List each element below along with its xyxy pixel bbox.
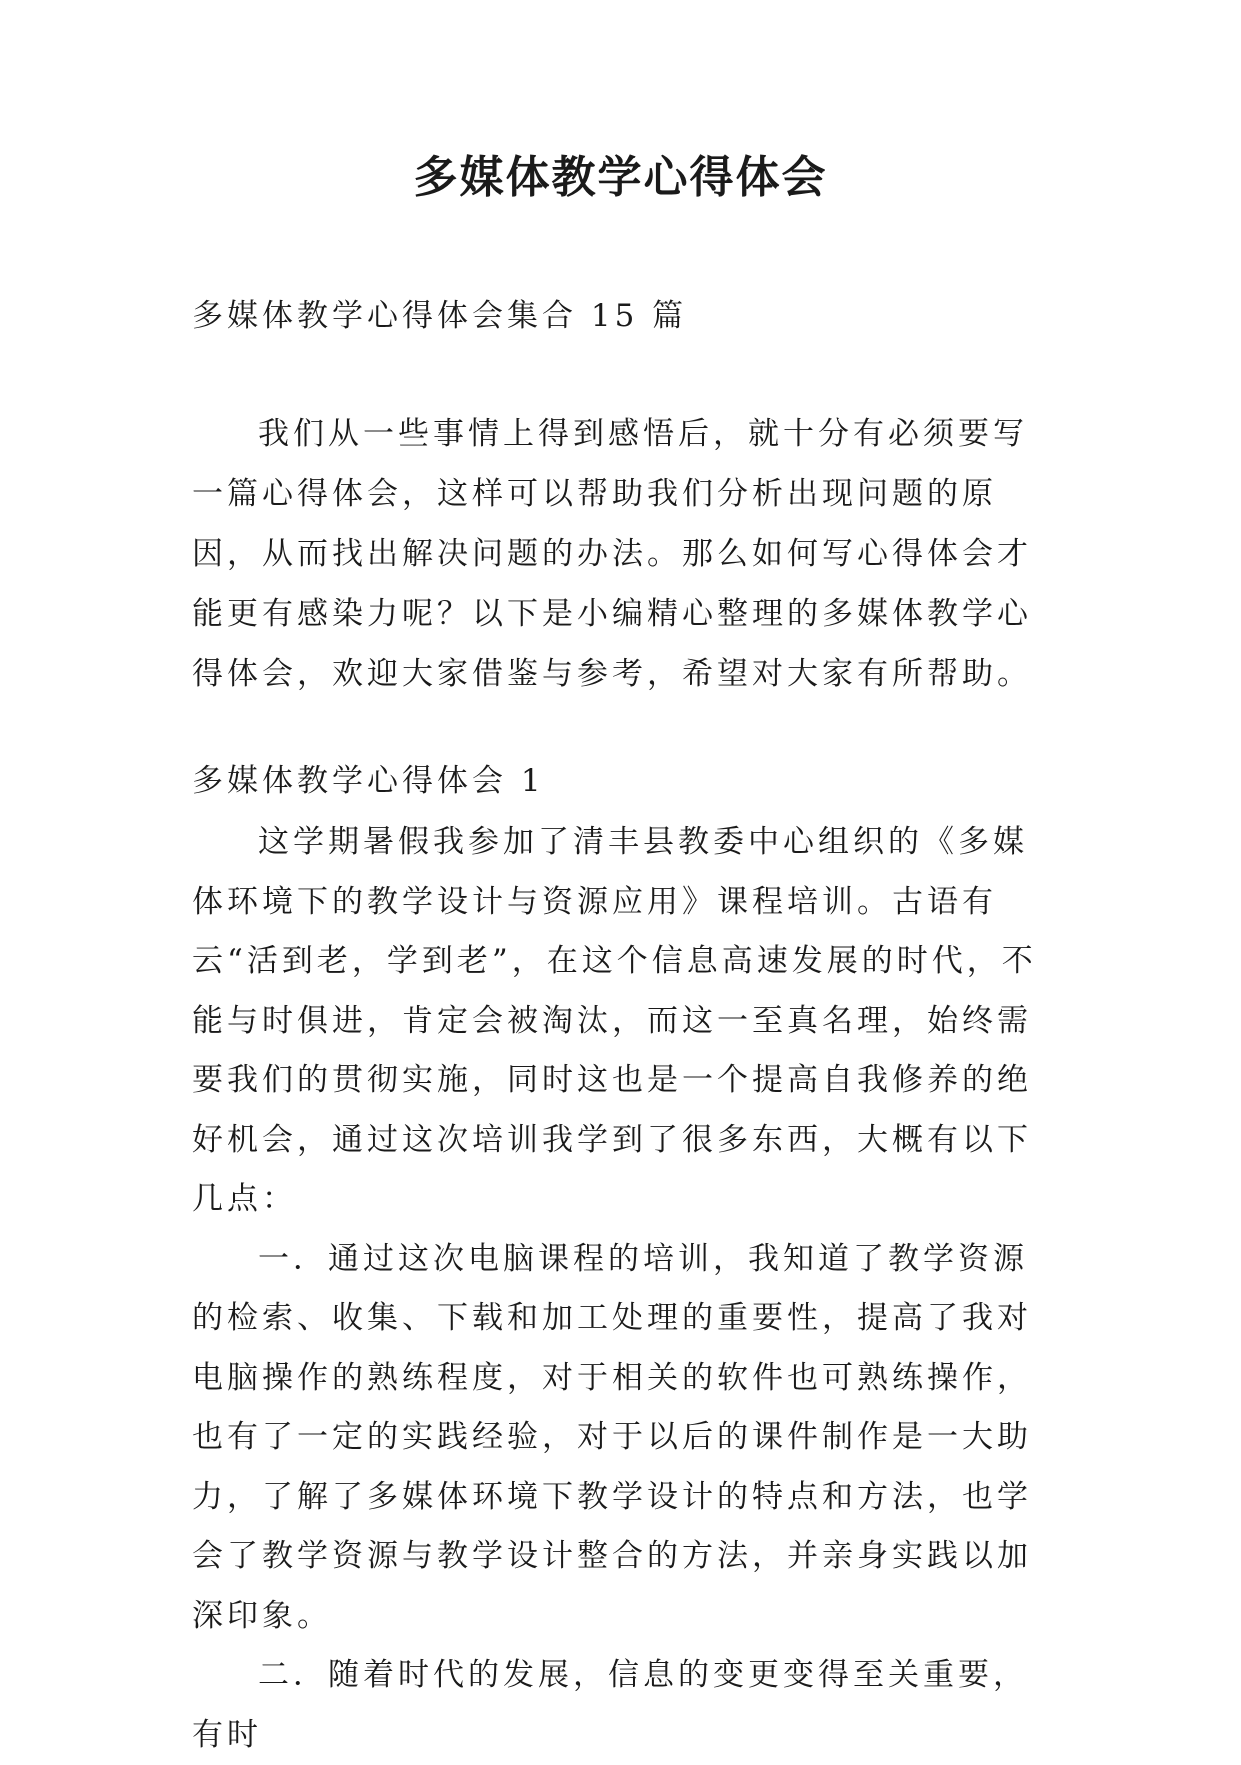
document-subtitle: 多媒体教学心得体会集合 15 篇	[192, 298, 688, 334]
body-paragraph: 二．随着时代的发展，信息的变更变得至关重要，有时	[192, 1657, 1028, 1753]
section-heading: 多媒体教学心得体会 1	[192, 763, 545, 799]
section-body	[192, 813, 1054, 1765]
intro-paragraph: 我们从一些事情上得到感悟后，就十分有必须要写一篇心得体会，这样可以帮助我们分析出现问题的原因，从而找出解决问题的办法。那么如何写心得体会才能更有感染力呢？以下是小编精心整理的多媒体教学心得体会，欢迎大家借鉴与参考，希望对大家有所帮助。	[192, 416, 1032, 692]
page-title: 多媒体教学心得体会	[413, 152, 828, 203]
body-paragraph: 一．通过这次电脑课程的培训，我知道了教学资源的检索、收集、下载和加工处理的重要性，提高了我对电脑操作的熟练程度，对于相关的软件也可熟练操作，也有了一定的实践经验，对于以后的课件制作是一大助力，了解了多媒体环境下教学设计的特点和方法，也学会了教学资源与教学设计整合的方法，并亲身实践以加深印象。	[192, 1240, 1032, 1634]
body-paragraph: 这学期暑假我参加了清丰县教委中心组织的《多媒体环境下的教学设计与资源应用》课程培训。古语有云“活到老，学到老”，在这个信息高速发展的时代，不能与时俱进，肯定会被淘汰，而这一至真名理，始终需要我们的贯彻实施，同时这也是一个提高自我修养的绝好机会，通过这次培训我学到了很多东西，大概有以下几点：	[192, 824, 1037, 1217]
